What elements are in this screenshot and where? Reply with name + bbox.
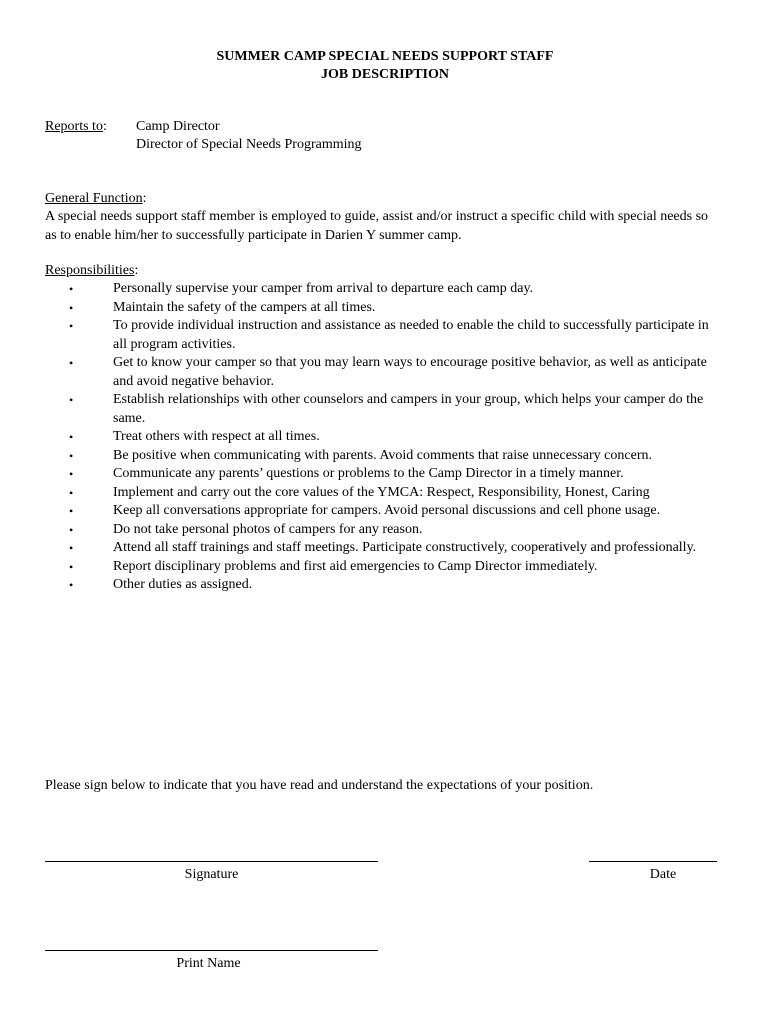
bullet-icon: • (69, 541, 74, 555)
date-line[interactable] (589, 861, 717, 862)
general-function-text: A special needs support staff member is employed to guide, assist and/or instruct a specific child with special needs so as to enable him/her to successfully participate in Darien Y summer camp. (45, 209, 709, 243)
list-item-text: Implement and carry out the core values of the YMCA: Respect, Responsibility, Honest, Caring (113, 484, 650, 500)
list-item (45, 299, 713, 318)
list-item (45, 354, 713, 391)
bullet-icon: • (69, 430, 74, 444)
general-function-colon: : (142, 191, 147, 206)
signature-label: Signature (184, 867, 239, 882)
print-name-line[interactable] (45, 950, 378, 951)
list-item (45, 280, 713, 299)
list-item-text: Personally supervise your camper from arrival to departure each camp day. (113, 281, 534, 296)
bullet-icon: • (69, 578, 74, 592)
bullet-icon: • (69, 356, 74, 370)
signature-line[interactable] (45, 861, 378, 862)
list-item-text: Other duties as assigned. (113, 577, 253, 592)
document-title-line-2: JOB DESCRIPTION (321, 67, 449, 82)
bullet-icon: • (69, 467, 74, 481)
reports-to-line-2: Director of Special Needs Programming (136, 137, 362, 152)
list-item (45, 558, 713, 577)
bullet-icon: • (69, 393, 74, 407)
print-name-label: Print Name (176, 956, 241, 971)
reports-to-label: Reports to (45, 119, 103, 134)
reports-to-line-1: Camp Director (136, 119, 220, 134)
list-item (45, 484, 713, 503)
list-item (45, 521, 713, 540)
list-item-text: Keep all conversations appropriate for campers. Avoid personal discussions and cell phone usage. (113, 503, 661, 518)
list-item-text: Report disciplinary problems and first aid emergencies to Camp Director immediately. (113, 558, 598, 574)
bullet-icon: • (69, 282, 74, 296)
bullet-icon: • (69, 485, 74, 500)
responsibilities-label: Responsibilities (45, 263, 135, 278)
bullet-icon: • (69, 522, 74, 537)
list-item (45, 502, 713, 521)
list-item (45, 576, 713, 595)
bullet-icon: • (69, 319, 74, 333)
bullet-icon: • (69, 504, 74, 518)
list-item-text: To provide individual instruction and assistance as needed to enable the child to successfully participate in all program activities. (113, 318, 709, 352)
list-item (45, 391, 713, 428)
bullet-icon: • (69, 448, 74, 463)
document-title-line-1: SUMMER CAMP SPECIAL NEEDS SUPPORT STAFF (216, 49, 554, 64)
list-item-text: Establish relationships with other counselors and campers in your group, which helps your camper do the same. (113, 392, 704, 426)
list-item-text: Do not take personal photos of campers for any reason. (113, 521, 423, 537)
list-item (45, 428, 713, 447)
list-item-text: Attend all staff trainings and staff meetings. Participate constructively, cooperatively and professionally. (113, 540, 697, 555)
list-item-text: Be positive when communicating with parents. Avoid comments that raise unnecessary concern. (113, 447, 652, 463)
list-item-text: Maintain the safety of the campers at all times. (113, 299, 376, 315)
reports-to-heading (45, 118, 107, 136)
list-item (45, 317, 713, 354)
general-function-heading (45, 190, 146, 208)
list-item-text: Get to know your camper so that you may learn ways to encourage positive behavior, as well as anticipate and avoid negative behavior. (113, 355, 707, 389)
list-item (45, 465, 713, 484)
list-item (45, 539, 713, 558)
sign-instruction: Please sign below to indicate that you have read and understand the expectations of your position. (45, 778, 594, 793)
responsibilities-colon: : (134, 263, 139, 278)
bullet-icon: • (69, 300, 74, 315)
reports-to-colon: : (102, 119, 107, 134)
list-item (45, 447, 713, 466)
date-label: Date (649, 867, 677, 882)
list-item-text: Treat others with respect at all times. (113, 429, 320, 444)
list-item-text: Communicate any parents’ questions or problems to the Camp Director in a timely manner. (113, 466, 624, 481)
responsibilities-heading (45, 262, 138, 280)
bullet-icon: • (69, 559, 74, 574)
general-function-label: General Function (45, 191, 143, 206)
responsibilities-list (45, 280, 725, 595)
